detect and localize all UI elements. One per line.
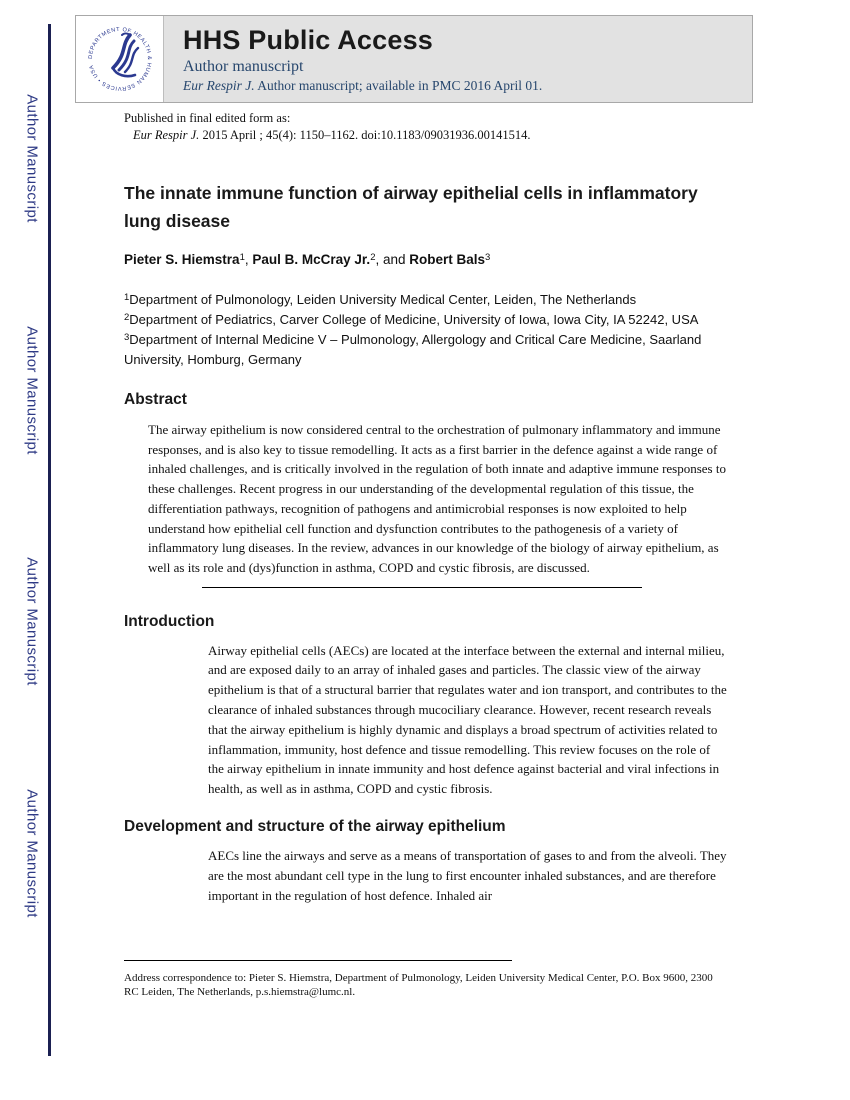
- affiliation-marker: 2: [124, 312, 130, 323]
- author-manuscript-watermark: Author Manuscript: [23, 557, 41, 686]
- article-content: [124, 110, 726, 905]
- hhs-eagle-seal-icon: [83, 22, 157, 96]
- abstract-divider: [202, 587, 642, 588]
- correspondence-footnote: [124, 960, 728, 999]
- author-separator: , and: [375, 252, 410, 267]
- author-name: Pieter S. Hiemstra: [124, 252, 240, 267]
- citation-block: [124, 110, 726, 143]
- availability-text: Author manuscript; available in PMC 2016 April 01.: [254, 78, 543, 93]
- affiliation-marker: 3: [124, 332, 130, 343]
- development-text: AECs line the airways and serve as a means of transportation of gases to and from the alveoli. They are the most abundant cell type in the lung to first encounter inhaled substances, and are therefore important in the regulation of host defence. Inhaled air: [208, 848, 727, 903]
- author-affiliation-marker: 3: [485, 252, 491, 263]
- affiliation-item: [124, 290, 726, 310]
- citation-line: [133, 127, 726, 143]
- abstract-text: The airway epithelium is now considered central to the orchestration of pulmonary inflammatory and immune responses, and is also key to tissue remodelling. It acts as a first barrier in the defence against a wide range of inhaled challenges, and is critically involved in the regulation of both innate and adaptive immune responses to these challenges. Recent progress in our understanding of the developmental regulation of this tissue, the differentiation pathways, recognition of pathogens and antimicrobial responses is now exploited to help understand how epithelial cell function and dysfunction contributes to the pathogenesis of a variety of inflammatory lung diseases. In the review, advances in our knowledge of the biology of airway epithelium, as well as its role and (dys)function in asthma, COPD and cystic fibrosis, are discussed.: [148, 422, 726, 575]
- author-manuscript-label: Author manuscript: [183, 58, 304, 75]
- author-manuscript-watermark: Author Manuscript: [23, 94, 41, 223]
- author-affiliation-marker: 1: [239, 252, 245, 263]
- sidebar-rule: [48, 24, 51, 1056]
- author-affiliation-marker: 2: [370, 252, 376, 263]
- author-name: Paul B. McCray Jr.: [252, 252, 371, 267]
- author-list: [124, 251, 726, 268]
- author-manuscript-watermark: Author Manuscript: [23, 326, 41, 455]
- citation-detail: 2015 April ; 45(4): 1150–1162. doi:10.1183/09031936.00141514.: [199, 128, 531, 142]
- affiliation-marker: 1: [124, 292, 130, 303]
- affiliation-text: Department of Pediatrics, Carver College of Medicine, University of Iowa, Iowa City, IA 52242, USA: [129, 312, 698, 327]
- development-heading: Development and structure of the airway epithelium: [124, 818, 506, 835]
- hhs-public-access-banner: [75, 15, 753, 103]
- affiliation-text: Department of Pulmonology, Leiden University Medical Center, Leiden, The Netherlands: [129, 292, 637, 307]
- published-line: Published in final edited form as:: [124, 111, 291, 125]
- introduction-heading: Introduction: [124, 612, 215, 630]
- author-name: Robert Bals: [409, 252, 486, 267]
- svg-text:DEPARTMENT OF HEALTH & HUMAN S: DEPARTMENT OF HEALTH & HUMAN SERVICES • USA: [87, 26, 152, 92]
- availability-line: [183, 78, 542, 94]
- author-separator: ,: [244, 252, 253, 267]
- affiliation-item: [124, 310, 726, 370]
- correspondence-text: Address correspondence to: Pieter S. Hiemstra, Department of Pulmonology, Leiden University Medical Center, P.O. Box 9600, 2300 RC Leiden, The Netherlands, p.s.hiemstra@lumc.nl.: [124, 972, 713, 998]
- author-manuscript-watermark: Author Manuscript: [23, 789, 41, 918]
- introduction-text: Airway epithelial cells (AECs) are located at the interface between the external and internal milieu, and are exposed daily to an array of inhaled gases and particles. The classic view of the airway epithelium is that of a structural barrier that regulates water and ion transport, and contributes to the clearance of inhaled substances through mucociliary clearance. However, recent research reveals that the airway epithelium is highly dynamic and displays a broad spectrum of activities related to inflammation, immunity, host defence and tissue remodelling. This review focuses on the role of the airway epithelium in innate immunity and host defence against bacterial and viral infections in health, as well as in asthma, COPD and cystic fibrosis.: [208, 642, 727, 797]
- journal-name: Eur Respir J.: [183, 78, 255, 93]
- citation-journal: Eur Respir J.: [133, 128, 200, 142]
- affiliations: [124, 290, 726, 370]
- banner-text: [164, 16, 542, 102]
- hhs-public-access-title: HHS Public Access: [183, 25, 433, 55]
- abstract-heading: Abstract: [124, 391, 187, 408]
- footnote-rule: [124, 960, 512, 961]
- article-title: The innate immune function of airway epithelial cells in inflammatory lung disease: [124, 183, 698, 231]
- hhs-logo: [76, 16, 164, 102]
- affiliation-text: Department of Internal Medicine V – Pulmonology, Allergology and Critical Care Medicine, Saarland University, Homburg, Germany: [124, 332, 702, 367]
